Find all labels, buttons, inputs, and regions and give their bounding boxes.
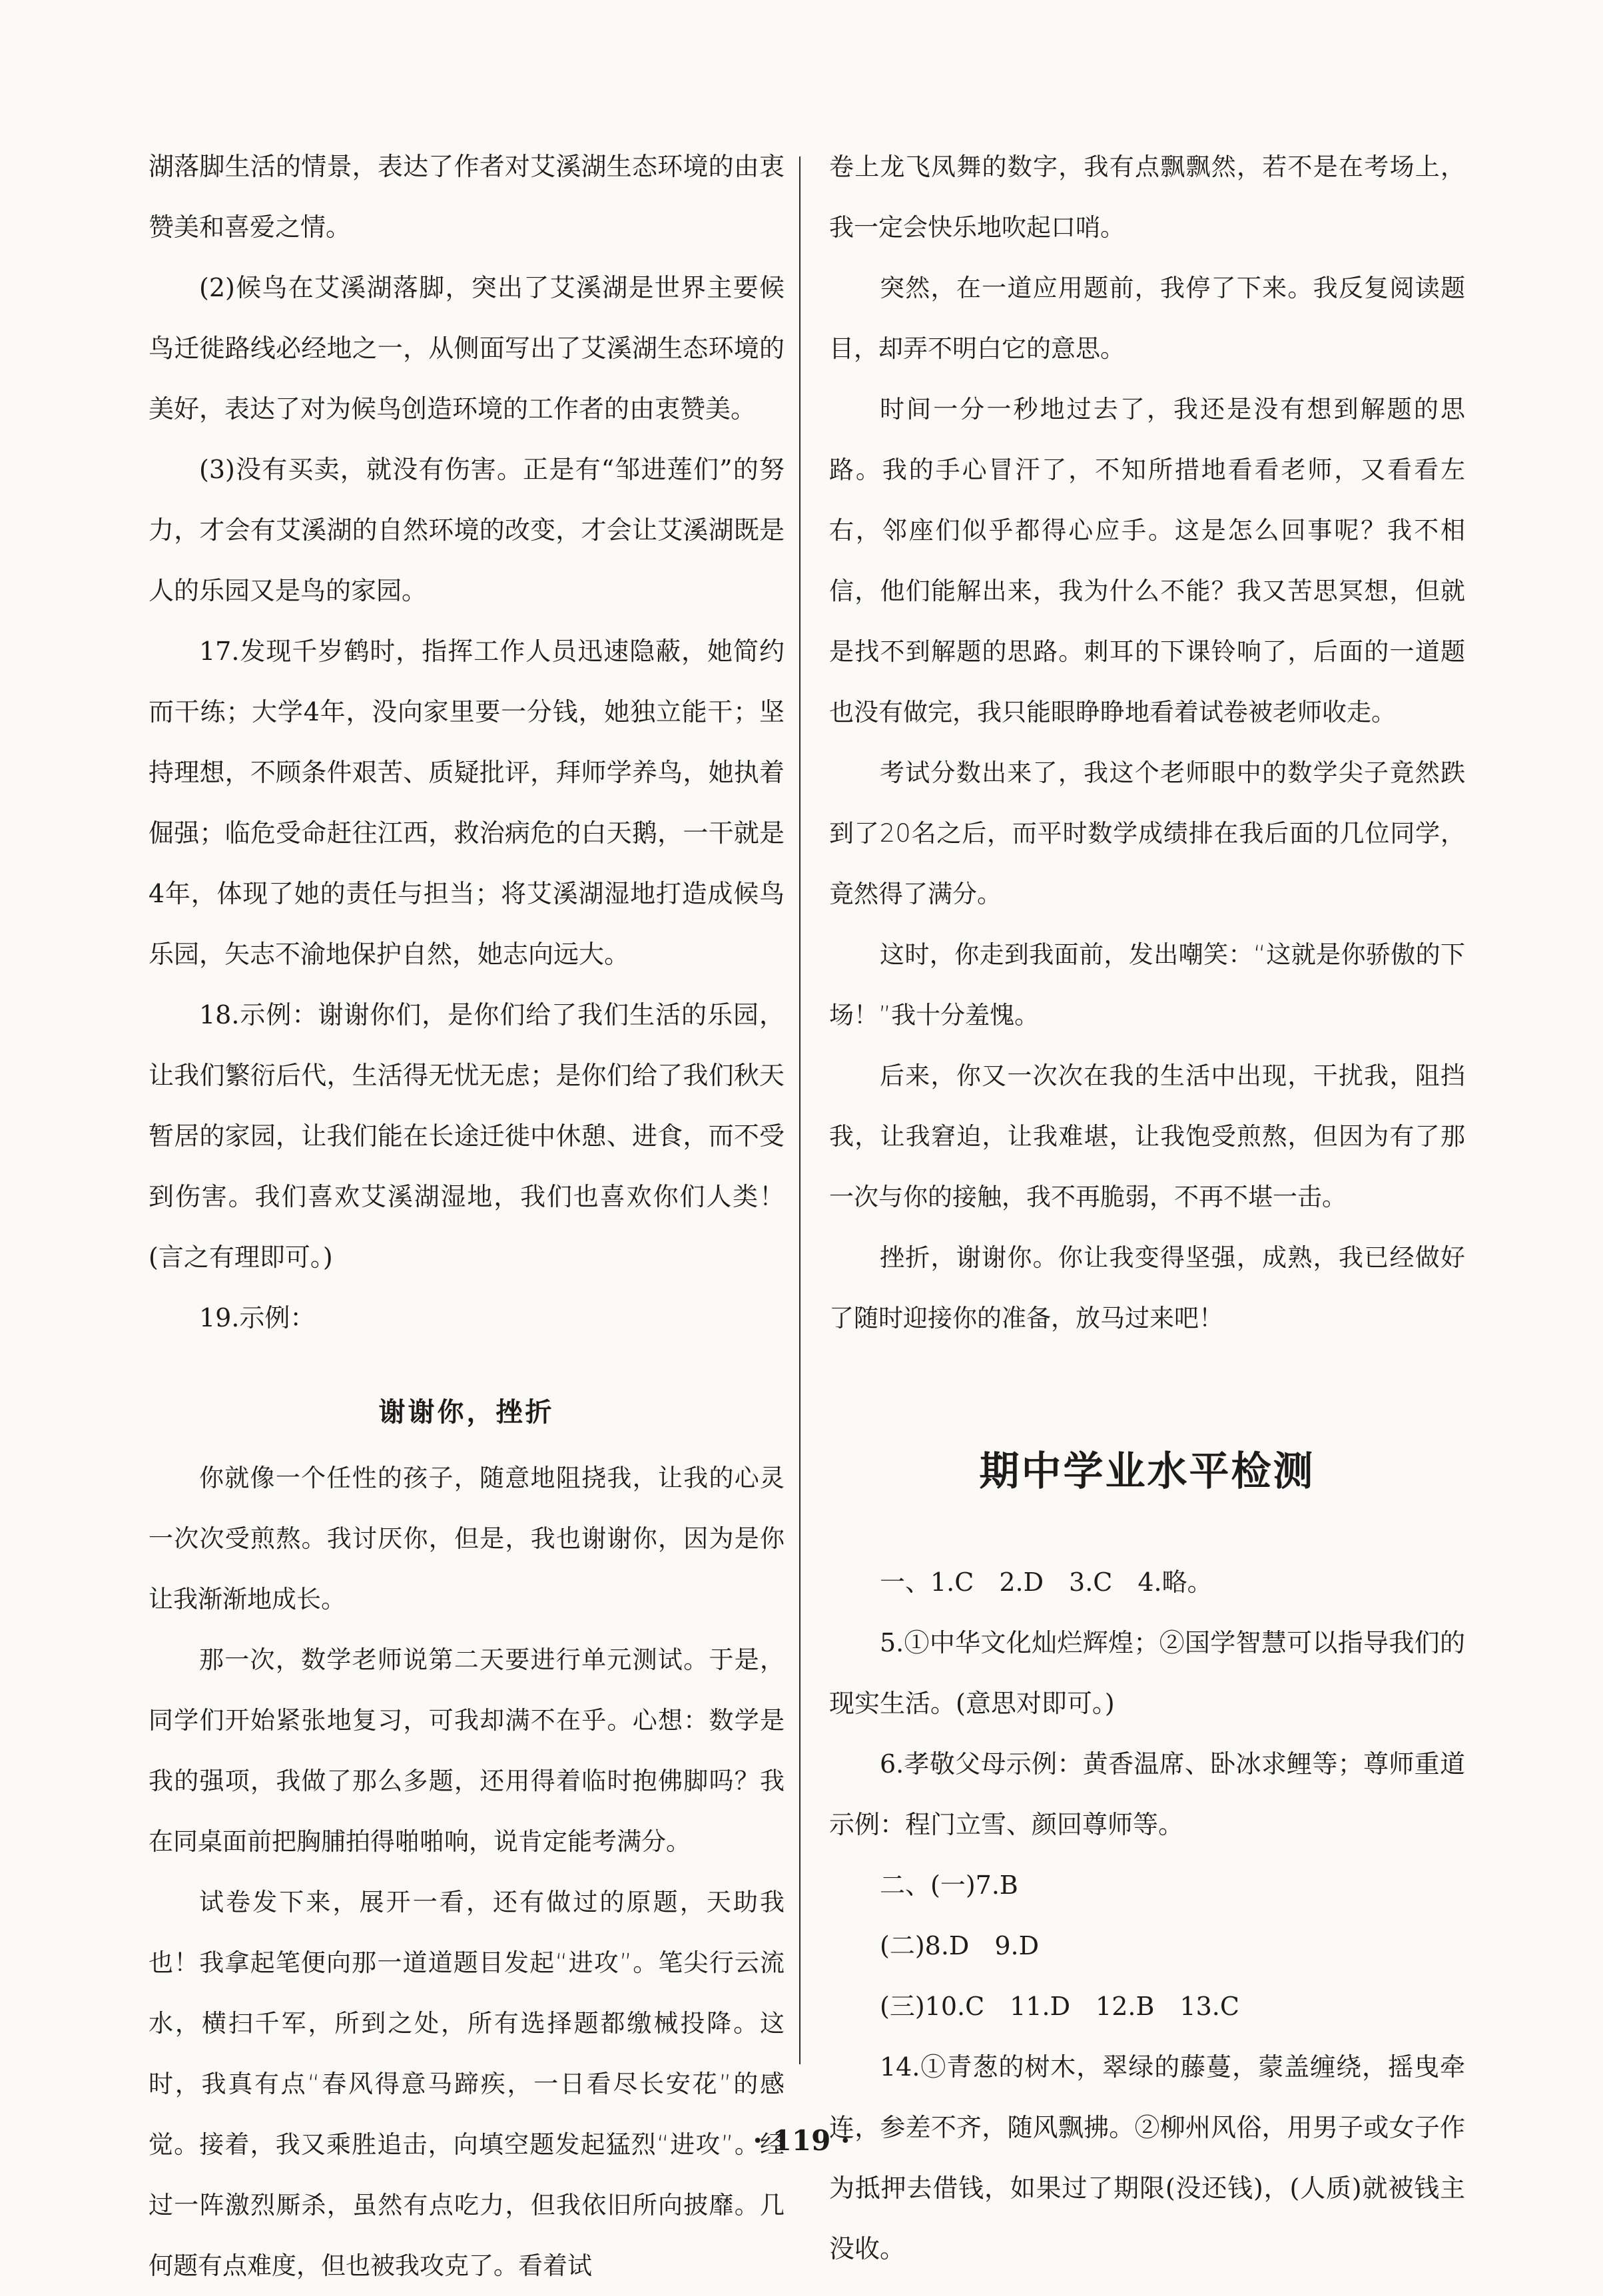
essay-paragraph: 后来，你又一次次在我的生活中出现，干扰我，阻挡我，让我窘迫，让我难堪，让我饱受煎熬，但因为有了那一次与你的接触，我不再脆弱，不再不堪一击。 [829, 1061, 1465, 1211]
answer-paragraph: 17.发现千岁鹤时，指挥工作人员迅速隐蔽，她简约而干练；大学4年，没向家里要一分钱，她独立能干；坚持理想，不顾条件艰苦、质疑批评，拜师学养鸟，她执着倔强；临危受命赶往江西，救治病危的白天鹅，一干就是4年，体现了她的责任与担当；将艾溪湖湿地打造成候鸟乐园，矢志不渝地保护自然，她志向远大。 [149, 637, 785, 969]
essay-paragraph: 这时，你走到我面前，发出嘲笑：“这就是你骄傲的下场！”我十分羞愧。 [829, 940, 1465, 1029]
page-number: · 119 · [753, 2124, 850, 2157]
essay-paragraph: 那一次，数学老师说第二天要进行单元测试。于是，同学们开始紧张地复习，可我却满不在乎。心想：数学是我的强项，我做了那么多题，还用得着临时抱佛脚吗？我在同桌面前把胸脯拍得啪啪响，说肯定能考满分。 [149, 1645, 785, 1856]
essay-paragraph: 你就像一个任性的孩子，随意地阻挠我，让我的心灵一次次受煎熬。我讨厌你，但是，我也谢谢你，因为是你让我渐渐地成长。 [149, 1464, 785, 1613]
essay-paragraph: 时间一分一秒地过去了，我还是没有想到解题的思路。我的手心冒汗了，不知所措地看看老师，又看看左右，邻座们似乎都得心应手。这是怎么回事呢？我不相信，他们能解出来，我为什么不能？我又苦思冥想，但就是找不到解题的思路。刺耳的下课铃响了，后面的一道题也没有做完，我只能眼睁睁地看着试卷被老师收走。 [829, 395, 1465, 726]
essay-paragraph: 卷上龙飞凤舞的数字，我有点飘飘然，若不是在考场上，我一定会快乐地吹起口哨。 [829, 152, 1465, 242]
essay-paragraph: 考试分数出来了，我这个老师眼中的数学尖子竟然跌到了20名之后，而平时数学成绩排在我后面的几位同学，竟然得了满分。 [829, 758, 1465, 908]
answer-paragraph: 一、1.C 2.D 3.C 4.略。 [880, 1568, 1213, 1597]
column-divider [799, 156, 801, 2064]
essay-title: 谢谢你，挫折 [378, 1396, 555, 1428]
answer-paragraph: (三)10.C 11.D 12.B 13.C [880, 1992, 1239, 2021]
answer-paragraph: 14.①青葱的树木，翠绿的藤蔓，蒙盖缠绕，摇曳牵连，参差不齐，随风飘拂。②柳州风俗，用男子或女子作为抵押去借钱，如果过了期限(没还钱)，(人质)就被钱主没收。 [829, 2052, 1465, 2263]
answer-paragraph: 19.示例： [199, 1303, 316, 1332]
answer-paragraph: (2)候鸟在艾溪湖落脚，突出了艾溪湖是世界主要候鸟迁徙路线必经地之一，从侧面写出了艾溪湖生态环境的美好，表达了对为候鸟创造环境的工作者的由衷赞美。 [149, 273, 785, 424]
essay-paragraph: 挫折，谢谢你。你让我变得坚强，成熟，我已经做好了随时迎接你的准备，放马过来吧！ [829, 1243, 1465, 1332]
right-column [829, 137, 1465, 2279]
essay-paragraph: 试卷发下来，展开一看，还有做过的原题，天助我也！我拿起笔便向那一道道题目发起“进攻”。笔尖行云流水，横扫千军，所到之处，所有选择题都缴械投降。这时，我真有点“春风得意马蹄疾，一日看尽长安花”的感觉。接着，我又乘胜追击，向填空题发起猛烈“进攻”。经过一阵激烈厮杀，虽然有点吃力，但我依旧所向披靡。几何题有点难度，但也被我攻克了。看着试 [149, 1888, 785, 2280]
answer-paragraph: 二、(一)7.B [880, 1870, 1018, 1900]
answer-paragraph: (3)没有买卖，就没有伤害。正是有“邹进莲们”的努力，才会有艾溪湖的自然环境的改变，才会让艾溪湖既是人的乐园又是鸟的家园。 [149, 455, 785, 605]
left-column [149, 137, 785, 2296]
answer-paragraph: 5.①中华文化灿烂辉煌；②国学智慧可以指导我们的现实生活。(意思对即可。) [829, 1628, 1465, 1718]
answer-paragraph: (二)8.D 9.D [880, 1931, 1040, 1960]
essay-paragraph: 突然，在一道应用题前，我停了下来。我反复阅读题目，却弄不明白它的意思。 [829, 274, 1465, 363]
answer-paragraph: 湖落脚生活的情景，表达了作者对艾溪湖生态环境的由衷赞美和喜爱之情。 [149, 152, 785, 242]
section-title: 期中学业水平检测 [979, 1448, 1315, 1495]
answer-paragraph: 6.孝敬父母示例：黄香温席、卧冰求鲤等；尊师重道示例：程门立雪、颜回尊师等。 [829, 1749, 1465, 1839]
answer-paragraph: 18.示例：谢谢你们，是你们给了我们生活的乐园，让我们繁衍后代，生活得无忧无虑；是你们给了我们秋天暂居的家园，让我们能在长途迁徙中休憩、进食，而不受到伤害。我们喜欢艾溪湖湿地，我们也喜欢你们人类！(言之有理即可。) [149, 1000, 785, 1272]
